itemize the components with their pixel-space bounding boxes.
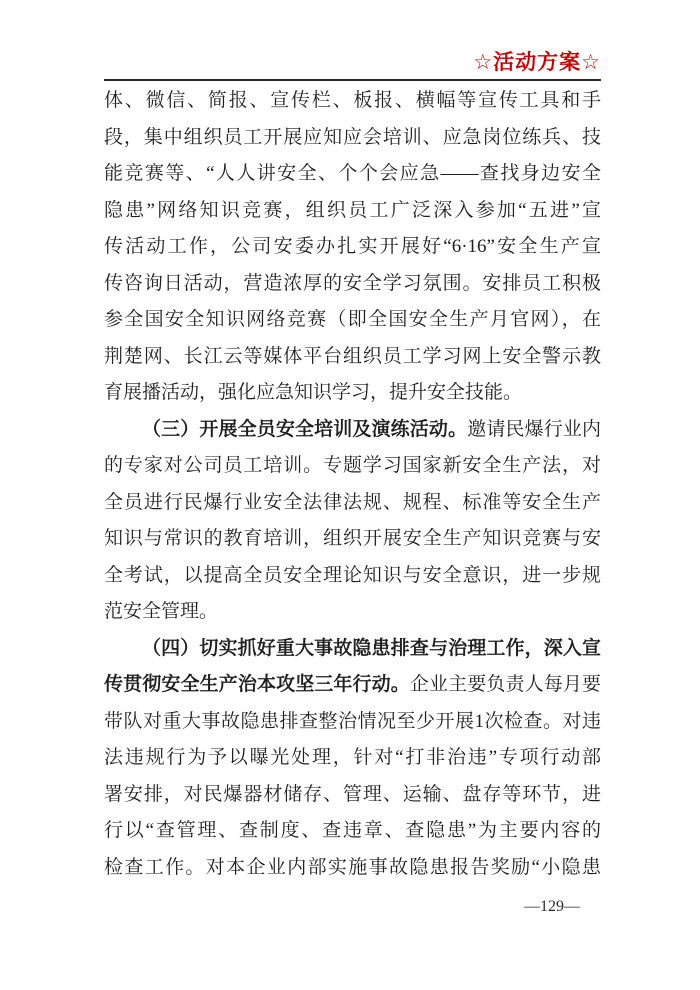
text-line	[104, 156, 601, 193]
text-segment: 传咨询日活动，营造浓厚的安全学习氛围。安排员工积极	[104, 272, 601, 294]
text-line	[104, 850, 601, 887]
text-line	[104, 302, 601, 339]
bold-text-segment: 传贯彻安全生产治本攻坚三年行动。	[104, 674, 410, 695]
text-line	[104, 412, 601, 449]
text-line	[104, 667, 601, 704]
text-segment: 的专家对公司员工培训。专题学习国家新安全生产法，对	[104, 455, 601, 476]
document-body	[104, 83, 601, 886]
text-segment: 全考试，以提高全员安全理论知识与安全意识，进一步规	[104, 564, 601, 586]
text-line	[104, 448, 601, 485]
text-segment: 范安全管理。	[104, 601, 219, 622]
text-segment: 能竞赛等、“人人讲安全、个个会应急——查找身边安全	[104, 163, 601, 184]
text-segment: 参全国安全知识网络竞赛（即全国安全生产月官网），在	[104, 309, 601, 330]
text-segment: 育展播活动，强化应急知识学习，提升安全技能。	[104, 382, 523, 403]
text-segment: 法违规行为予以曝光处理，针对“打非治违”专项行动部	[104, 747, 601, 768]
text-line	[104, 266, 601, 303]
text-segment: 隐患”网络知识竞赛，组织员工广泛深入参加“五进”宣	[104, 199, 601, 221]
text-line	[104, 594, 601, 631]
text-line	[104, 120, 601, 157]
text-segment: 行以“查管理、查制度、查违章、查隐患”为主要内容的	[104, 820, 601, 841]
text-line	[104, 375, 601, 412]
text-segment: 段，集中组织员工开展应知应会培训、应急岗位练兵、技	[104, 126, 601, 148]
text-segment: 传活动工作，公司安委办扎实开展好“6·16”安全生产宣	[104, 236, 601, 257]
text-line	[104, 229, 601, 266]
text-line	[104, 777, 601, 814]
text-line	[104, 521, 601, 558]
text-segment: 荆楚网、长江云等媒体平台组织员工学习网上安全警示教	[104, 345, 601, 367]
text-segment: 全员进行民爆行业安全法律法规、规程、标准等安全生产	[104, 491, 601, 513]
text-line	[104, 339, 601, 376]
text-segment: 署安排，对民爆器材储存、管理、运输、盘存等环节，进	[104, 783, 601, 805]
text-segment: 体、微信、简报、宣传栏、板报、横幅等宣传工具和手	[104, 90, 601, 111]
content-column	[104, 0, 601, 886]
text-line	[104, 193, 601, 230]
text-line	[104, 704, 601, 741]
text-line	[104, 83, 601, 120]
header-title: ☆活动方案☆	[473, 51, 601, 74]
bold-text-segment: （三）开展全员安全培训及演练活动。	[142, 418, 468, 440]
text-segment: 带队对重大事故隐患排查整治情况至少开展1次检查。对违	[104, 710, 601, 732]
text-line	[104, 740, 601, 777]
text-segment: 知识与常识的教育培训，组织开展安全生产知识竞赛与安	[104, 528, 601, 549]
bold-text-segment: （四）切实抓好重大事故隐患排查与治理工作，深入宣	[142, 637, 601, 659]
text-line	[104, 631, 601, 668]
text-segment: 检查工作。对本企业内部实施事故隐患报告奖励“小隐患	[104, 856, 601, 878]
text-line	[104, 558, 601, 595]
page-number: —129—	[524, 898, 580, 915]
text-line	[104, 813, 601, 850]
text-segment: 邀请民爆行业内	[467, 418, 601, 440]
text-segment: 企业主要负责人每月要	[409, 674, 601, 695]
text-line	[104, 485, 601, 522]
page-header	[104, 0, 601, 81]
